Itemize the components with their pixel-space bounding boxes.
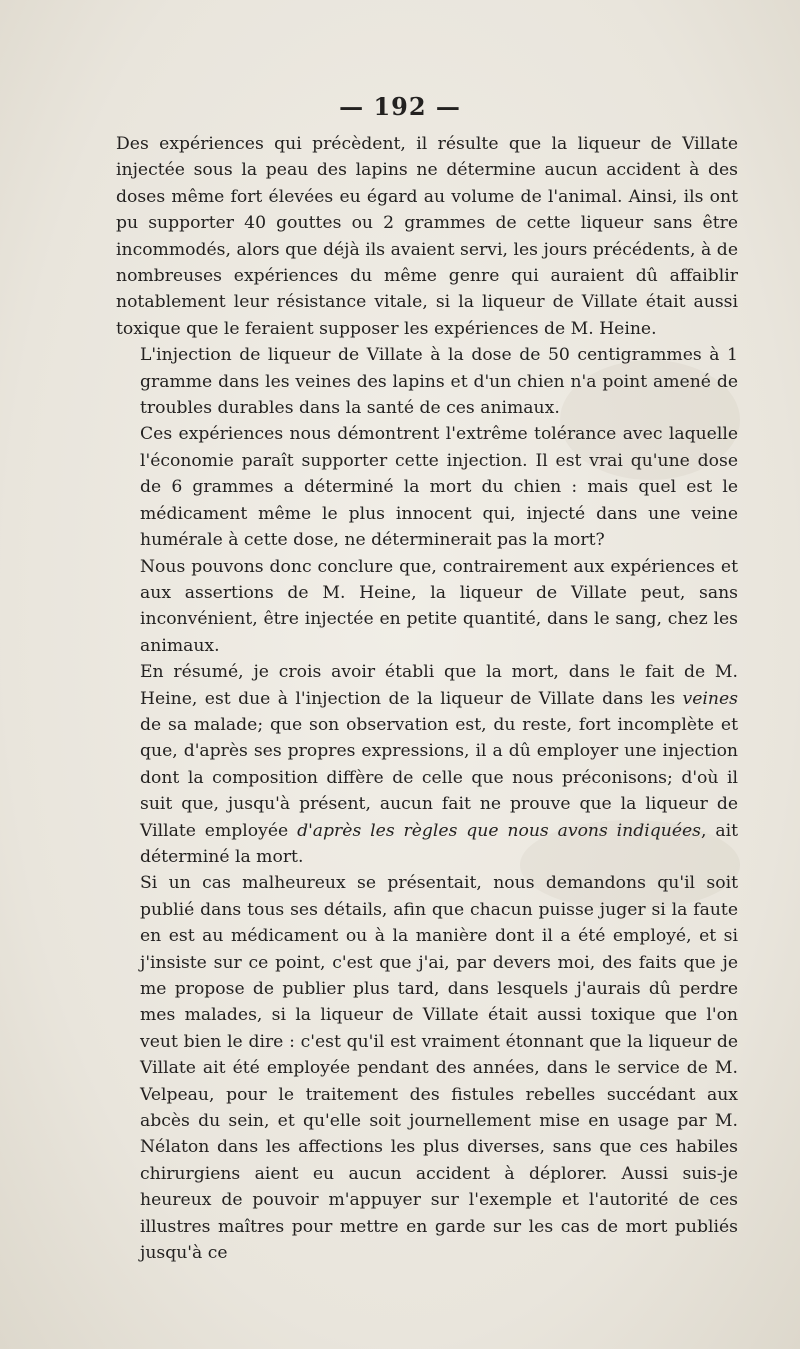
paragraph-3: Ces expériences nous démontrent l'extrême tolérance avec laquelle l'économie paraît supporter cette injection. Il est vrai qu'une dose de 6 grammes a déterminé la mort du chien : mais quel est le médicament même le plus innocent qui, injecté dans une veine humérale à cette dose, ne déterminerait pas la mort? [140,424,738,551]
body-text [116,131,738,1266]
emphasis-regles: d'après les règles que nous avons indiquées [297,820,701,841]
paragraph-2: L'injection de liqueur de Villate à la dose de 50 centigrammes à 1 gramme dans les veines des lapins et d'un chien n'a point amené de troubles durables dans la santé de ces animaux. [140,345,738,419]
emphasis-veines: veines [682,688,738,709]
paragraph-1: Des expériences qui précèdent, il résulte que la liqueur de Villate injectée sous la peau des lapins ne détermine aucun accident à des doses même fort élevées eu égard au volume de l'animal. Ainsi, ils ont pu supporter 40 gouttes ou 2 grammes de cette liqueur sans être incommodés, alors que déjà ils avaient servi, les jours précédents, à de nombreuses expériences du même genre qui auraient dû affaiblir notablement leur résistance vitale, si la liqueur de Villate était aussi toxique que le feraient supposer les expériences de M. Heine. [116,134,738,339]
paragraph-5-part-3: , ait déterminé la mort. [140,820,738,867]
paragraph-5-part-1: En résumé, je crois avoir établi que la mort, dans le fait de M. Heine, est due à l'injection de la liqueur de Villate dans les [140,662,738,709]
page-number: — 192 — [339,92,461,121]
paragraph-5-part-2: de sa malade; que son observation est, du reste, fort incomplète et que, d'après ses propres expressions, il a dû employer une injection dont la composition diffère de celle que nous préconisons; d'où il suit que, jusqu'à présent, aucun fait ne prouve que la liqueur de Villate employée [140,714,738,841]
paragraph-5 [116,659,738,870]
paragraph-6: Si un cas malheureux se présentait, nous demandons qu'il soit publié dans tous ses détails, afin que chacun puisse juger si la faute en est au médicament ou à la manière dont il a été employé, et si j'insiste sur ce point, c'est que j'ai, par devers moi, des faits que je me propose de publier plus tard, dans lesquels j'aurais dû perdre mes malades, si la liqueur de Villate était aussi toxique que l'on veut bien le dire : c'est qu'il est vraiment étonnant que la liqueur de Villate ait été employée pendant des années, dans le service de M. Velpeau, pour le traitement des fistules rebelles succédant aux abcès du sein, et qu'elle soit journellement mise en usage par M. Nélaton dans les affections les plus diverses, sans que ces habiles chirurgiens aient eu aucun accident à déplorer. Aussi suis-je heureux de pouvoir m'appuyer sur l'exemple et l'autorité de ces illustres maîtres pour mettre en garde sur les cas de mort publiés jusqu'à ce [140,873,738,1264]
paragraph-4: Nous pouvons donc conclure que, contrairement aux expériences et aux assertions de M. Heine, la liqueur de Villate peut, sans inconvénient, être injectée en petite quantité, dans le sang, chez les animaux. [140,556,738,656]
